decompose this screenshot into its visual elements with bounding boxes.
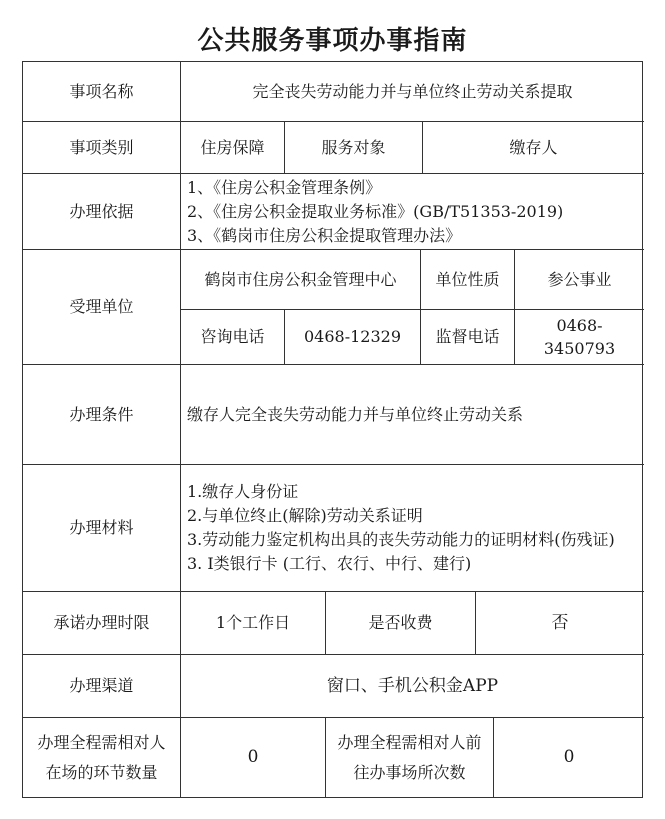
item-name-value: 完全丧失劳动能力并与单位终止劳动关系提取: [181, 62, 644, 122]
material-item: 1.缴存人身份证: [187, 482, 299, 501]
unit-nature-label: 单位性质: [421, 250, 515, 310]
page-title: 公共服务事项办事指南: [197, 26, 468, 56]
visits-label: 办理全程需相对人前往办事场所次数: [326, 718, 494, 797]
material-item: 2.与单位终止(解除)劳动关系证明: [187, 506, 423, 525]
service-target-label: 服务对象: [285, 122, 423, 174]
guide-table: [22, 61, 643, 798]
materials-list: [181, 465, 644, 592]
unit-label: 受理单位: [23, 250, 181, 365]
material-item: 3. Ⅰ类银行卡 (工行、农行、中行、建行): [187, 554, 472, 573]
supervise-phone-label: 监督电话: [421, 310, 515, 365]
basis-item: 1、《住房公积金管理条例》: [187, 177, 382, 197]
category-label: 事项类别: [23, 122, 181, 174]
time-limit-value: 1个工作日: [181, 592, 326, 655]
condition-label: 办理条件: [23, 365, 181, 465]
supervise-phone-value: 0468-3450793: [515, 310, 644, 365]
fee-label: 是否收费: [326, 592, 476, 655]
basis-item: 2、《住房公积金提取业务标准》(GB/T51353-2019): [187, 201, 564, 221]
consult-phone-value: 0468-12329: [285, 310, 421, 365]
service-target-value: 缴存人: [423, 122, 644, 174]
unit-nature-value: 参公事业: [515, 250, 644, 310]
channel-label: 办理渠道: [23, 655, 181, 718]
basis-label: 办理依据: [23, 174, 181, 250]
visits-value: 0: [563, 747, 575, 768]
fee-value: 否: [476, 592, 644, 655]
item-name-label: 事项名称: [23, 62, 181, 122]
material-item: 3.劳动能力鉴定机构出具的丧失劳动能力的证明材料(伤残证): [187, 530, 615, 549]
materials-label: 办理材料: [23, 465, 181, 592]
unit-name: 鹤岗市住房公积金管理中心: [181, 250, 421, 310]
basis-list: [181, 174, 644, 250]
presence-label: 办理全程需相对人在场的环节数量: [23, 718, 181, 797]
consult-phone-label: 咨询电话: [181, 310, 285, 365]
time-limit-label: 承诺办理时限: [23, 592, 181, 655]
presence-value: 0: [181, 718, 326, 797]
category-value: 住房保障: [181, 122, 285, 174]
condition-value: 缴存人完全丧失劳动能力并与单位终止劳动关系: [181, 365, 644, 465]
channel-value: 窗口、手机公积金APP: [181, 655, 644, 718]
basis-item: 3、《鹤岗市住房公积金提取管理办法》: [187, 225, 462, 245]
